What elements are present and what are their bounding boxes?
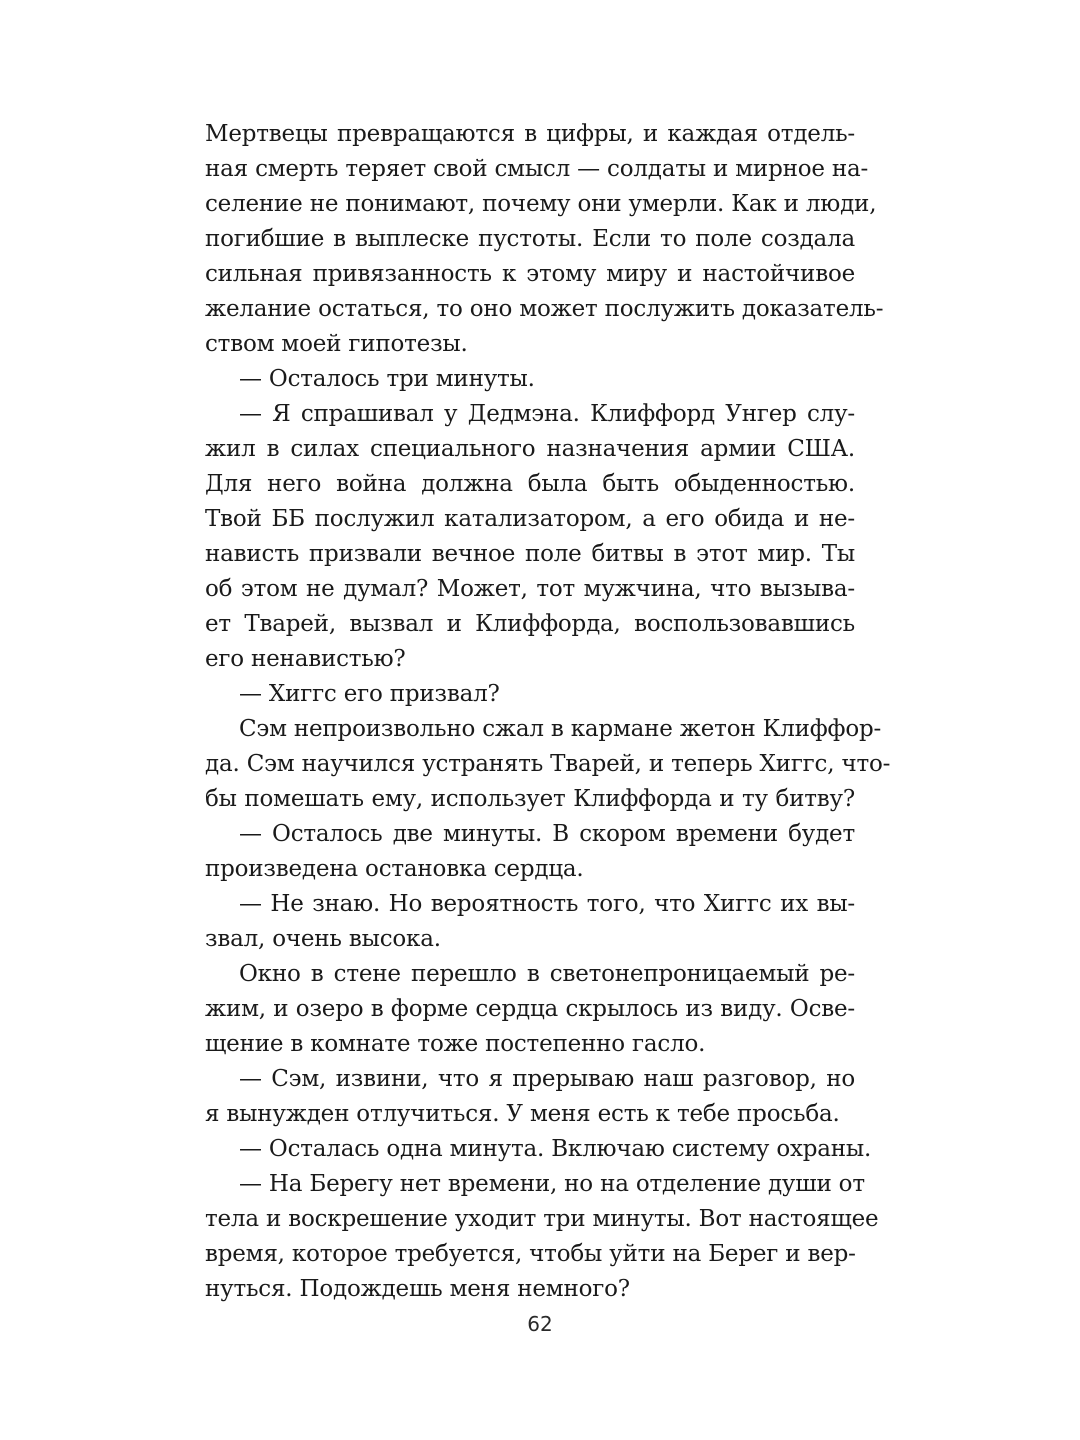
text-line: — Не знаю. Но вероятность того, что Хиггс их вы- [239, 891, 855, 917]
text-line: его ненавистью? [205, 646, 406, 672]
text-line: время, которое требуется, чтобы уйти на Берег и вер- [205, 1241, 856, 1267]
text-line: нуться. Подождешь меня немного? [205, 1276, 630, 1302]
text-line: — Осталось три минуты. [239, 366, 535, 392]
text-line: желание остаться, то оно может послужить доказатель- [205, 296, 884, 322]
text-line: тела и воскрешение уходит три минуты. Вот настоящее [205, 1206, 879, 1232]
text-line: я вынужден отлучиться. У меня есть к тебе просьба. [205, 1101, 840, 1127]
text-line: — Сэм, извини, что я прерываю наш разговор, но [239, 1066, 855, 1092]
text-line: погибшие в выплеске пустоты. Если то поле создала [205, 226, 855, 252]
page-number: 62 [527, 1312, 553, 1336]
text-line: бы помешать ему, использует Клиффорда и ту битву? [205, 786, 855, 812]
body-text [205, 117, 891, 1307]
text-line: щение в комнате тоже постепенно гасло. [205, 1031, 706, 1057]
text-line: — На Берегу нет времени, но на отделение души от [239, 1171, 865, 1197]
text-line: — Осталась одна минута. Включаю систему охраны. [239, 1136, 872, 1162]
text-line: нависть призвали вечное поле битвы в этот мир. Ты [205, 541, 855, 567]
text-line: сильная привязанность к этому миру и настойчивое [205, 261, 855, 287]
text-line: звал, очень высока. [205, 926, 441, 952]
text-line: ством моей гипотезы. [205, 331, 468, 357]
text-line: — Я спрашивал у Дедмэна. Клиффорд Унгер слу- [239, 401, 855, 427]
text-line: ет Тварей, вызвал и Клиффорда, воспользовавшись [205, 611, 855, 637]
text-line: Сэм непроизвольно сжал в кармане жетон Клиффор- [239, 716, 882, 742]
text-line: ная смерть теряет свой смысл — солдаты и мирное на- [205, 156, 869, 182]
text-line: Окно в стене перешло в светонепроницаемый ре- [239, 961, 855, 987]
text-line: произведена остановка сердца. [205, 856, 584, 882]
text-line: Для него война должна была быть обыденностью. [205, 471, 855, 497]
text-line: Мертвецы превращаются в цифры, и каждая отдель- [205, 121, 855, 147]
text-line: об этом не думал? Может, тот мужчина, что вызыва- [205, 576, 855, 602]
text-line: жил в силах специального назначения армии США. [205, 436, 855, 462]
text-line: да. Сэм научился устранять Тварей, и теперь Хиггс, что- [205, 751, 891, 777]
text-line: Твой ББ послужил катализатором, а его обида и не- [205, 506, 855, 532]
text-line: жим, и озеро в форме сердца скрылось из виду. Осве- [205, 996, 855, 1022]
text-line: — Осталось две минуты. В скором времени будет [239, 821, 855, 847]
text-line: селение не понимают, почему они умерли. Как и люди, [205, 191, 877, 217]
text-line: — Хиггс его призвал? [239, 681, 500, 707]
